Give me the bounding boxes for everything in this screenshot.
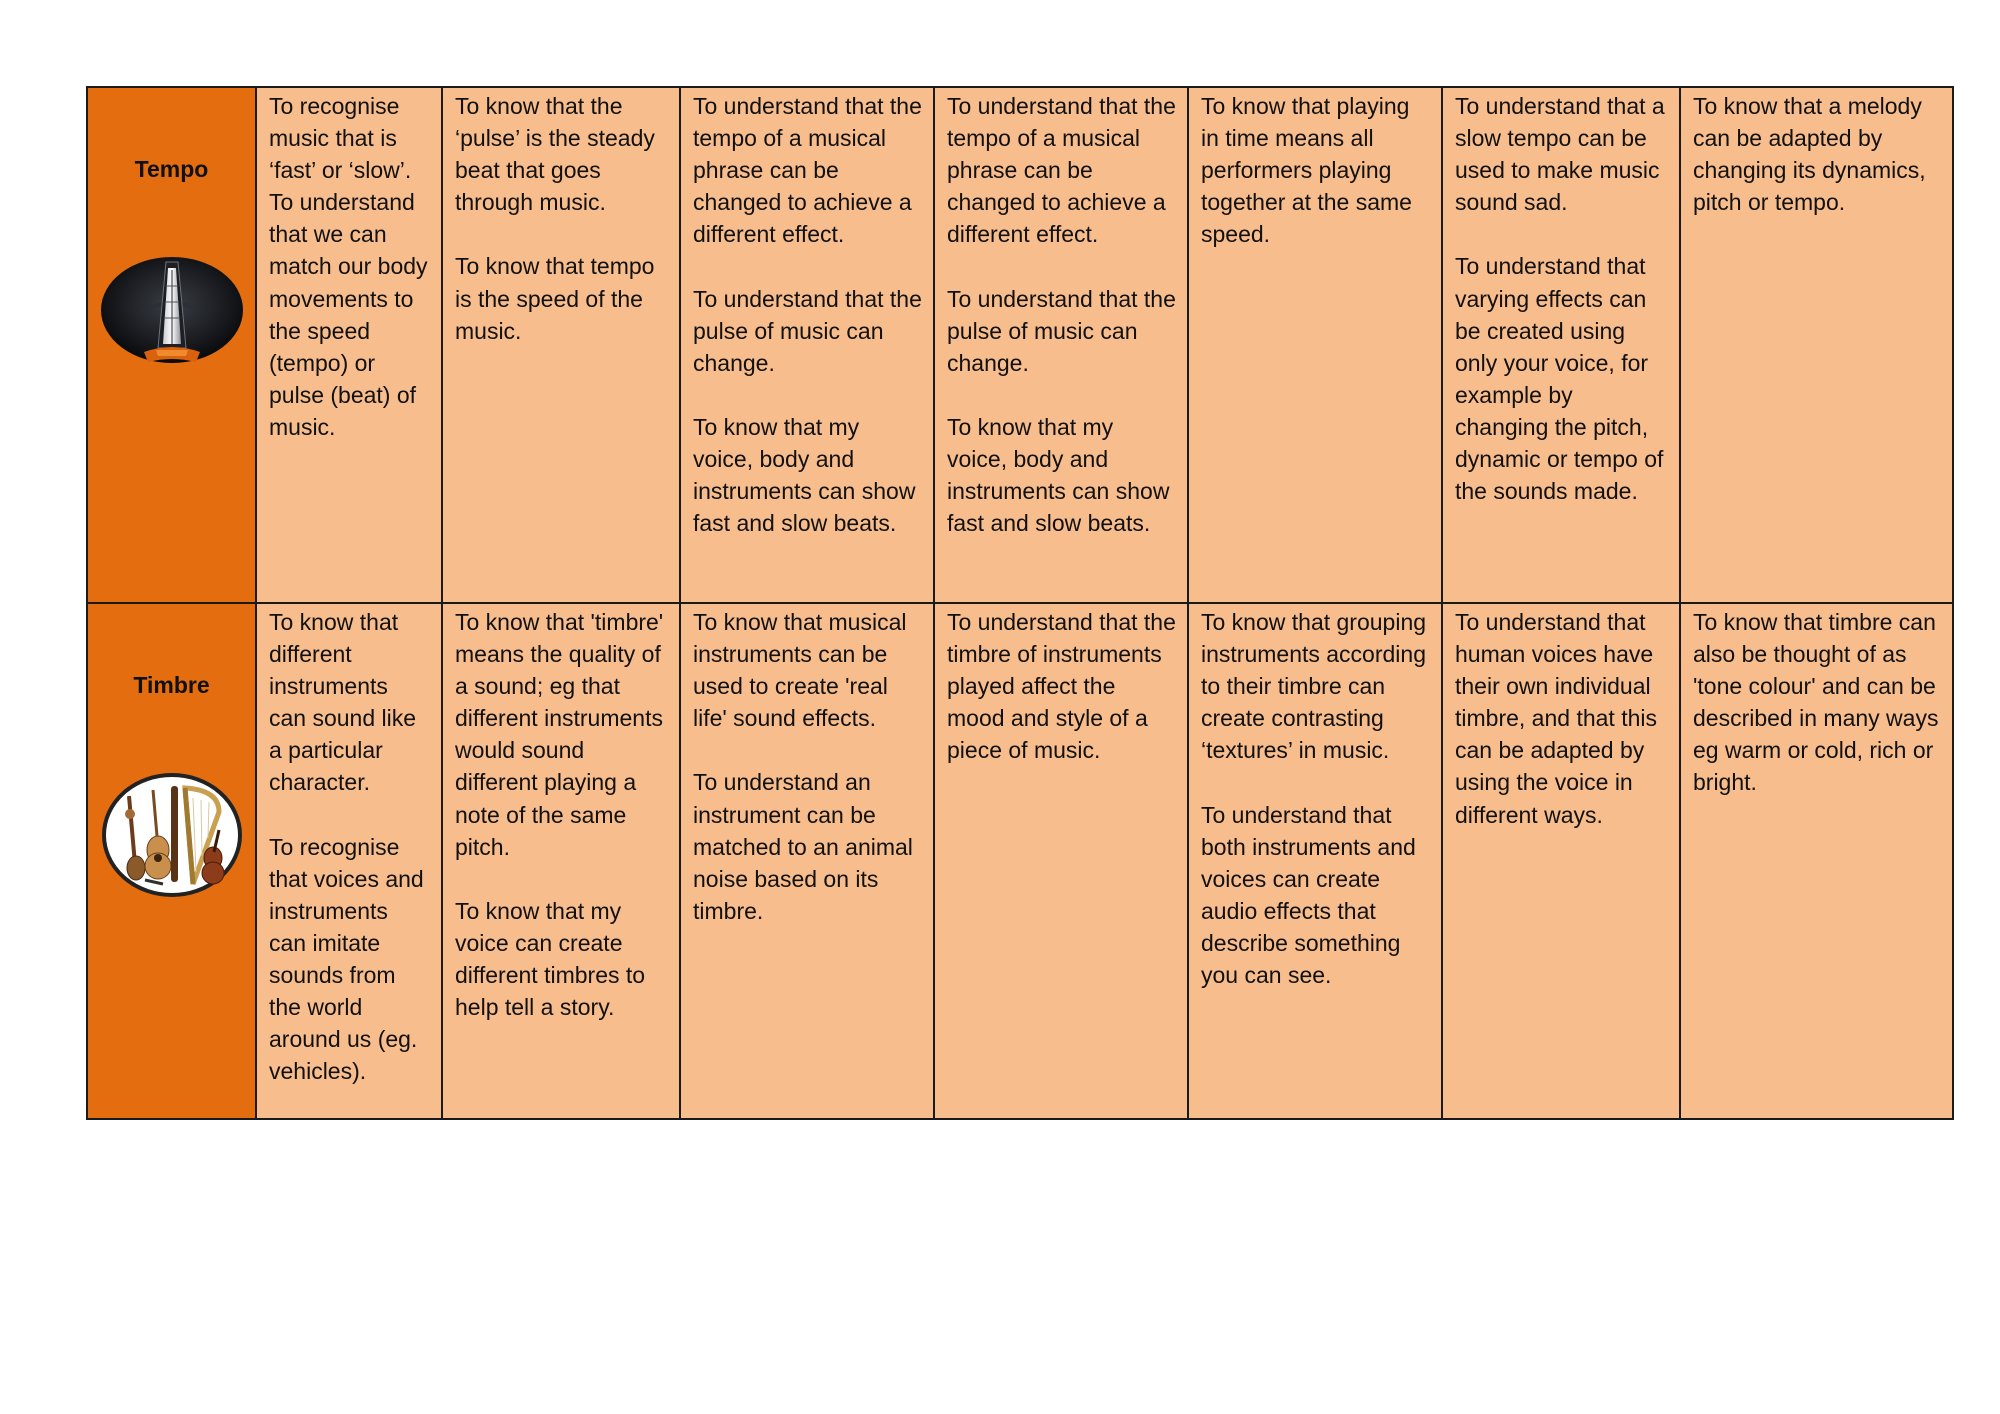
instruments-icon	[101, 772, 243, 898]
timbre-cell-3: To know that musical instruments can be used to create 'real life' sound effects. To understand an instrument can be matched to an animal noise based on its timbre.	[680, 603, 934, 1119]
timbre-cell-6: To understand that human voices have their own individual timbre, and that this can be adapted by using the voice in different ways.	[1442, 603, 1680, 1119]
tempo-cell-7: To know that a melody can be adapted by changing its dynamics, pitch or tempo.	[1680, 87, 1953, 603]
timbre-cell-5: To know that grouping instruments according to their timbre can create contrasting ‘textures’ in music. To understand that both instruments and voices can create audio effects that describe something you can see.	[1188, 603, 1442, 1119]
tempo-cell-4: To understand that the tempo of a musical phrase can be changed to achieve a different effect. To understand that the pulse of music can change. To know that my voice, body and instruments can show fast and slow beats.	[934, 87, 1188, 603]
timbre-cell-7: To know that timbre can also be thought of as 'tone colour' and can be described in many ways eg warm or cold, rich or bright.	[1680, 603, 1953, 1119]
table-row-timbre	[87, 603, 1953, 1119]
tempo-cell-6: To understand that a slow tempo can be used to make music sound sad. To understand that varying effects can be created using only your voice, for example by changing the pitch, dynamic or tempo of the sounds made.	[1442, 87, 1680, 603]
row-title-timbre: Timbre	[133, 672, 210, 699]
timbre-cell-2: To know that 'timbre' means the quality of a sound; eg that different instruments would sound different playing a note of the same pitch. To know that my voice can create different timbres to help tell a story.	[442, 603, 680, 1119]
row-title-tempo: Tempo	[134, 156, 209, 183]
curriculum-table	[86, 86, 1954, 1120]
row-header-tempo	[87, 87, 256, 603]
row-header-timbre	[87, 603, 256, 1119]
timbre-cell-4: To understand that the timbre of instruments played affect the mood and style of a piece of music.	[934, 603, 1188, 1119]
timbre-cell-1: To know that different instruments can sound like a particular character. To recognise that voices and instruments can imitate sounds from the world around us (eg. vehicles).	[256, 603, 442, 1119]
tempo-cell-2: To know that the ‘pulse’ is the steady beat that goes through music. To know that tempo is the speed of the music.	[442, 87, 680, 603]
table-row-tempo	[87, 87, 1953, 603]
metronome-icon	[100, 256, 244, 364]
tempo-cell-3: To understand that the tempo of a musical phrase can be changed to achieve a different effect. To understand that the pulse of music can change. To know that my voice, body and instruments can show fast and slow beats.	[680, 87, 934, 603]
tempo-cell-1: To recognise music that is ‘fast’ or ‘slow’. To understand that we can match our body movements to the speed (tempo) or pulse (beat) of music.	[256, 87, 442, 603]
tempo-cell-5: To know that playing in time means all performers playing together at the same speed.	[1188, 87, 1442, 603]
